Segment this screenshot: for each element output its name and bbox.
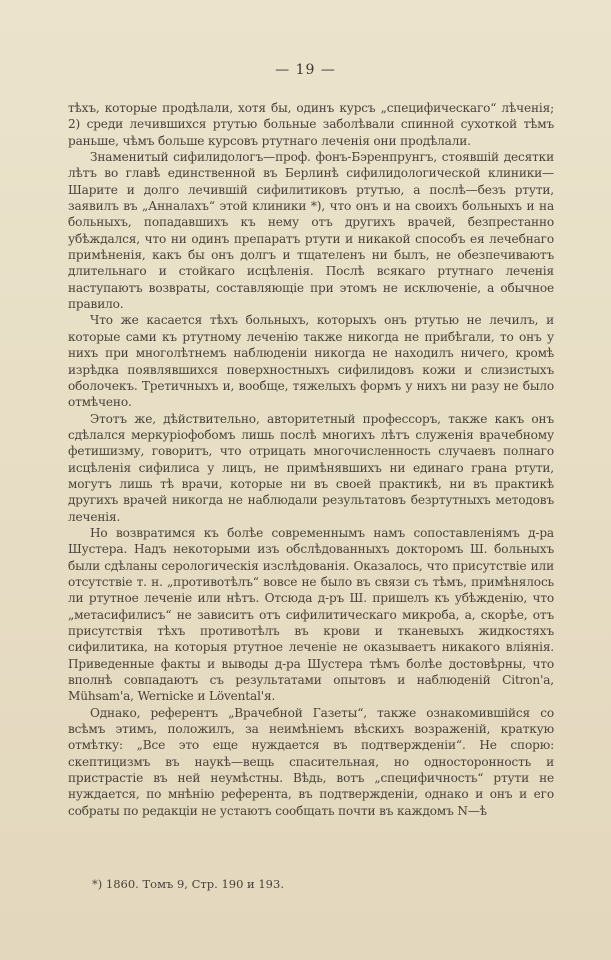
paragraph: Что же касается тѣхъ больныхъ, которыхъ онъ ртутью не лечилъ, и которые сами къ ртутному леченію также никогда не прибѣгали, то онъ у нихъ при многолѣтнемъ наблюденіи никогда не находилъ ничего, кромѣ изрѣдка появлявшихся поверхностныхъ сифилидовъ кожи и слизистыхъ оболочекъ. Третичныхъ и, вообще, тяжелыхъ формъ у нихъ ни разу не было отмѣчено. (68, 313, 554, 410)
footnote: *) 1860. Томъ 9, Стр. 190 и 193. (92, 877, 284, 891)
body-text (68, 100, 554, 819)
paragraph: Этотъ же, дѣйствительно, авторитетный профессоръ, также какъ онъ сдѣлался меркуріофобомъ лишь послѣ многихъ лѣтъ служенія врачебному фетишизму, говоритъ, что отрицать многочисленность случаевъ полнаго исцѣленія сифилиса у лицъ, не примѣнявшихъ ни единаго грана ртути, могутъ лишь тѣ врачи, которые ни въ своей практикѣ, ни въ практикѣ другихъ врачей никогда не наблюдали результатовъ безртутныхъ методовъ леченія. (68, 411, 554, 524)
paragraph: Однако, референтъ „Врачебной Газеты“, также ознакомившійся со всѣмъ этимъ, положилъ, за неимѣніемъ вѣскихъ возраженій, краткую отмѣтку: „Все это еще нуждается въ подтвержденіи“. Не спорю: скептицизмъ въ наукѣ—вещь спасительная, но односторонность и пристрастіе въ ней неумѣстны. Вѣдь, вотъ „специфичность“ ртути не нуждается, по мнѣнію референта, въ подтвержденіи, однако и онъ и его собраты по редакціи не устаютъ сообщать почти въ каждомъ N—ѣ (68, 705, 554, 818)
paragraph: тѣхъ, которые продѣлали, хотя бы, одинъ курсъ „специфическаго“ лѣченія; 2) среди лечившихся ртутью больные заболѣвали спинной сухоткой тѣмъ раньше, чѣмъ больше курсовъ ртутнаго леченія они продѣлали. (68, 101, 554, 148)
page-number: — 19 — (275, 62, 336, 78)
paragraph: Но возвратимся къ болѣе современнымъ намъ сопоставленіямъ д-ра Шустера. Надъ некоторыми изъ обслѣдованныхъ докторомъ Ш. больныхъ были сдѣланы серологическія изслѣдованія. Оказалось, что присутствіе или отсутствіе т. н. „противотѣлъ“ вовсе не было въ связи съ тѣмъ, примѣнялось ли ртутное леченіе или нѣтъ. Отсюда д-ръ Ш. пришелъ къ убѣжденію, что „метасифилисъ“ не зависитъ отъ сифилитическаго микроба, а, скорѣе, отъ присутствія тѣхъ противотѣлъ въ крови и тканевыхъ жидкостяхъ сифилитика, на которыя ртутное леченіе не оказываетъ никакого вліянія. Приведенные факты и выводы д-ра Шустера тѣмъ болѣе достовѣрны, что вполнѣ совпадаютъ съ результатами опытовъ и наблюденій Citron'a, Mühsam'a, Wernicke и Lövental'я. (68, 525, 554, 704)
paragraph: Знаменитый сифилидологъ—проф. фонъ-Бэренпрунгъ, стоявшій десятки лѣтъ во главѣ единственной въ Берлинѣ сифилидологической клиники—Шарите и долго лечившій сифилитиковъ ртутью, а послѣ—безъ ртути, заявилъ въ „Анналахъ“ этой клиники *), что онъ и на своихъ больныхъ и на больныхъ, попадавшихъ къ нему отъ другихъ врачей, безпрестанно убѣждался, что ни одинъ препаратъ ртути и никакой способъ ея лечебнаго примѣненія, какъ бы онъ долгъ и тщателенъ ни былъ, не обезпечиваютъ длительнаго и стойкаго исцѣленія. Послѣ всякаго ртутнаго леченія наступаютъ возвраты, составляющіе при этомъ не исключеніе, а обычное правило. (68, 150, 554, 312)
